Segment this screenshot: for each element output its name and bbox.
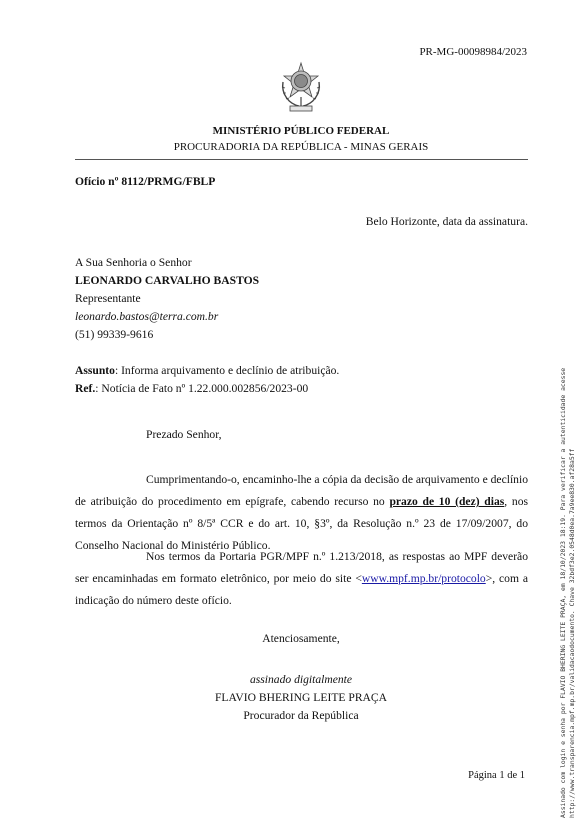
document-number: PR-MG-00098984/2023 xyxy=(419,46,527,58)
subject-label: Assunto xyxy=(75,364,115,377)
signer-name: FLAVIO BHERING LEITE PRAÇA xyxy=(214,691,388,704)
reference-label: Ref. xyxy=(75,382,96,395)
addressee-email: leonardo.bastos@terra.com.br xyxy=(75,310,219,323)
addressee-salutation: A Sua Senhoria o Senhor xyxy=(75,256,192,269)
subject-text: : Informa arquivamento e declínio de atribuição. xyxy=(114,364,340,377)
reference-text: : Notícia de Fato nº 1.22.000.002856/2023-00 xyxy=(95,382,309,395)
page-number: Página 1 de 1 xyxy=(468,770,525,781)
signature-note: assinado digitalmente xyxy=(249,673,353,686)
stamp-line-1: Assinado com login e senha por FLAVIO BHERING LEITE PRAÇA, em 18/10/2023 18:19. Para verificar a autenticidade acesse xyxy=(559,367,567,818)
coat-of-arms-icon xyxy=(277,60,325,114)
addressee-name: LEONARDO CARVALHO BASTOS xyxy=(75,274,260,287)
closing: Atenciosamente, xyxy=(262,632,340,645)
paragraph1-text-a: Cumprimentando-o, encaminho-lhe a cópia da decisão de arquivamento e declínio de atribuição do procedimento em epígrafe, cabendo recurso no xyxy=(75,473,528,508)
body-paragraph-2 xyxy=(75,546,528,612)
unit-name: PROCURADORIA DA REPÚBLICA - MINAS GERAIS xyxy=(173,141,429,153)
dateline: Belo Horizonte, data da assinatura. xyxy=(365,215,528,228)
addressee-phone: (51) 99339-9616 xyxy=(75,328,154,341)
institution-name: MINISTÉRIO PÚBLICO FEDERAL xyxy=(212,125,390,137)
greeting: Prezado Senhor, xyxy=(146,428,222,441)
signature-verification-stamp xyxy=(559,208,577,818)
body-paragraph-1 xyxy=(75,469,528,557)
paragraph2-text-b: >, com a indicação do número deste ofício. xyxy=(75,572,528,607)
reference-line xyxy=(75,381,308,396)
protocol-link[interactable]: www.mpf.mp.br/protocolo xyxy=(361,572,486,585)
stamp-line-2: http://www.transparencia.mpf.mp.br/validacaodocumento. Chave 32bdf3e2.0548d0ea.7a9ee830.af28a5ff xyxy=(568,448,576,818)
oficio-number: Ofício nº 8112/PRMG/FBLP xyxy=(75,175,216,188)
addressee-role: Representante xyxy=(75,292,141,305)
subject-line xyxy=(75,363,339,378)
paragraph2-text-a: Nos termos da Portaria PGR/MPF n.º 1.213/2018, as respostas ao MPF deverão ser encaminhadas em formato eletrônico, por meio do site < xyxy=(75,550,528,585)
deadline-highlight: prazo de 10 (dez) dias xyxy=(389,495,505,508)
paragraph1-text-b: , nos termos da Orientação nº 8/5ª CCR e do art. 10, §3º, da Resolução n.º 23 de 17/09/2007, do Conselho Nacional do Ministério Público. xyxy=(75,495,529,552)
signer-title: Procurador da República xyxy=(243,709,359,722)
header-divider xyxy=(75,159,528,160)
